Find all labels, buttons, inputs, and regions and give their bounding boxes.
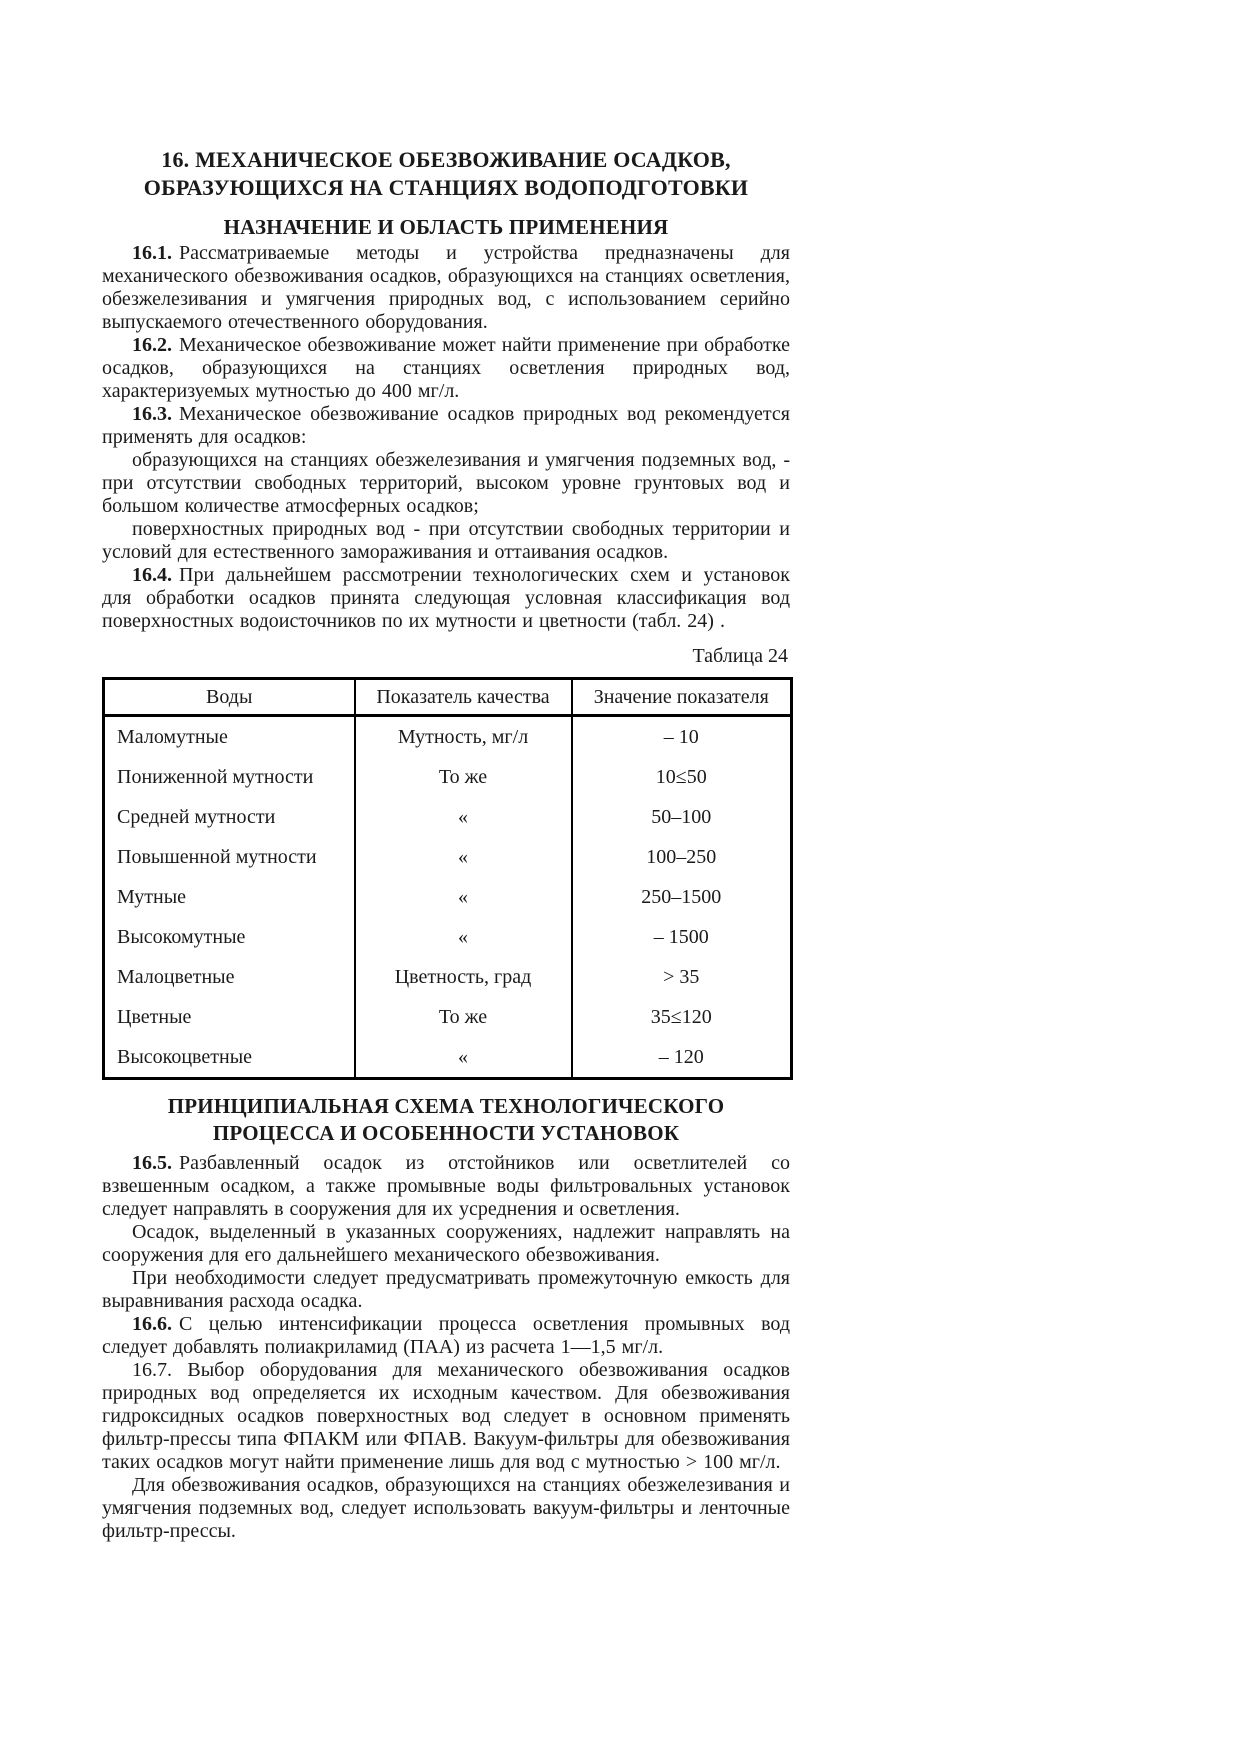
table-cell-value: – 1500 (572, 917, 792, 957)
table-row (104, 917, 792, 957)
paragraph-number: 16.5. (132, 1152, 172, 1174)
paragraph-intermediate-tank (102, 1267, 790, 1313)
table-cell-water: Малоцветные (117, 965, 235, 988)
paragraph-16-3 (102, 403, 790, 449)
paragraph-16-6 (102, 1313, 790, 1359)
paragraph-text: 16.7. Выбор оборудования для механического обезвоживания осадков природных вод определяется их исходным качеством. Для обезвоживания гидроксидных осадков поверхностных вод следует в основном применять фильтр-прессы типа ФПАКМ или ФПАВ. Вакуум-фильтры для обезвоживания таких осадков могут найти применение лишь для вод с мутностью > 100 мг/л. (102, 1359, 790, 1473)
text-column (102, 0, 790, 1543)
section-heading-purpose: НАЗНАЧЕНИЕ И ОБЛАСТЬ ПРИМЕНЕНИЯ (223, 215, 669, 239)
table-cell-water: Высокомутные (117, 925, 246, 948)
table-cell-value: 250–1500 (572, 877, 792, 917)
table-cell-water: Высокоцветные (117, 1045, 253, 1068)
table-cell-indicator: « (355, 797, 572, 837)
paragraph-number: 16.2. (132, 334, 172, 356)
table-cell-indicator: « (355, 837, 572, 877)
table-row (104, 716, 792, 758)
table-cell-water: Цветные (117, 1005, 192, 1028)
table-row (104, 877, 792, 917)
paragraph-text: Механическое обезвоживание может найти применение при обработке осадков, образующихся на станциях осветления природных вод, характеризуемых мутностью до 400 мг/л. (102, 334, 790, 402)
paragraph-sediment (102, 1221, 790, 1267)
page-title (102, 146, 790, 202)
table-row (104, 797, 792, 837)
paragraph-text: При необходимости следует предусматривать промежуточную емкость для выравнивания расхода осадка. (102, 1267, 790, 1312)
table-cell-value: – 120 (572, 1037, 792, 1079)
paragraph-16-1 (102, 242, 790, 334)
section-process-body (102, 1152, 790, 1543)
water-quality-table (102, 677, 793, 1080)
table-cell-value: 50–100 (572, 797, 792, 837)
paragraph-number: 16.4. (132, 564, 172, 586)
table-cell-value: 35≤120 (572, 997, 792, 1037)
paragraph-16-3-item-1 (102, 449, 790, 518)
table-cell-water: Пониженной мутности (117, 765, 314, 788)
table-row (104, 957, 792, 997)
table-cell-indicator: Мутность, мг/л (355, 716, 572, 758)
paragraph-text: Для обезвоживания осадков, образующихся на станциях обезжелезивания и умягчения подземных вод, следует использовать вакуум-фильтры и ленточные фильтр-прессы. (102, 1474, 790, 1542)
paragraph-number: 16.3. (132, 403, 172, 425)
table-cell-value: 100–250 (572, 837, 792, 877)
table-cell-water: Мутные (117, 885, 187, 908)
table-header-row (104, 679, 792, 716)
section-purpose-body (102, 242, 790, 633)
paragraph-16-5 (102, 1152, 790, 1221)
paragraph-text: Осадок, выделенный в указанных сооружениях, надлежит направлять на сооружения для его дальнейшего механического обезвоживания. (102, 1221, 790, 1266)
section-heading-process-line-2: ПРОЦЕССА И ОСОБЕННОСТИ УСТАНОВОК (212, 1121, 680, 1145)
table-cell-value: 10≤50 (572, 757, 792, 797)
paragraph-text: поверхностных природных вод - при отсутствии свободных территории и условий для естественного замораживания и оттаивания осадков. (102, 518, 790, 563)
paragraph-number: 16.1. (132, 242, 172, 264)
page-title-line-1: 16. МЕХАНИЧЕСКОЕ ОБЕЗВОЖИВАНИЕ ОСАДКОВ, (161, 147, 731, 172)
table-cell-indicator: « (355, 877, 572, 917)
paragraph-text: Рассматриваемые методы и устройства предназначены для механического обезвоживания осадков, образующихся на станциях осветления, обезжелезивания и умягчения природных вод, с использованием серийно выпускаемого отечественного оборудования. (102, 242, 790, 333)
table-cell-indicator: « (355, 917, 572, 957)
paragraph-text: Разбавленный осадок из отстойников или осветлителей со взвешенным осадком, а также промывные воды фильтровальных установок следует направлять в сооружения для их усреднения и осветления. (102, 1152, 790, 1220)
paragraph-16-3-item-2 (102, 518, 790, 564)
table-cell-indicator: То же (355, 757, 572, 797)
table-cell-value: – 10 (572, 716, 792, 758)
section-heading-process-line-1: ПРИНЦИПИАЛЬНАЯ СХЕМА ТЕХНОЛОГИЧЕСКОГО (167, 1094, 725, 1118)
paragraph-16-2 (102, 334, 790, 403)
table-cell-indicator: « (355, 1037, 572, 1079)
paragraph-number: 16.6. (132, 1313, 172, 1335)
paragraph-text: Механическое обезвоживание осадков природных вод рекомендуется применять для осадков: (102, 403, 790, 448)
table-cell-indicator: То же (355, 997, 572, 1037)
section-heading-process (102, 1093, 790, 1147)
table-row (104, 757, 792, 797)
paragraph-text: образующихся на станциях обезжелезивания и умягчения подземных вод, - при отсутствии свободных территорий, высоком уровне грунтовых вод и большом количестве атмосферных осадков; (102, 449, 790, 517)
table-header-indicator: Показатель качества (355, 679, 572, 716)
paragraph-16-7 (102, 1359, 790, 1474)
table-row (104, 1037, 792, 1079)
table-header-value: Значение показателя (572, 679, 792, 716)
table-header-water: Воды (104, 679, 355, 716)
table-row (104, 997, 792, 1037)
paragraph-vacuum-filters (102, 1474, 790, 1543)
table-cell-water: Повышенной мутности (117, 845, 317, 868)
paragraph-text: С целью интенсификации процесса осветления промывных вод следует добавлять полиакриламид (ПАА) из расчета 1—1,5 мг/л. (102, 1313, 790, 1358)
table-cell-water: Средней мутности (117, 805, 276, 828)
table-caption: Таблица 24 (692, 645, 788, 667)
table-cell-value: > 35 (572, 957, 792, 997)
paragraph-text: При дальнейшем рассмотрении технологических схем и установок для обработки осадков принята следующая условная классификация вод поверхностных водоисточников по их мутности и цветности (табл. 24) . (102, 564, 790, 632)
table-cell-indicator: Цветность, град (355, 957, 572, 997)
table-cell-water: Маломутные (117, 725, 228, 748)
table-row (104, 837, 792, 877)
paragraph-16-4 (102, 564, 790, 633)
page-title-line-2: ОБРАЗУЮЩИХСЯ НА СТАНЦИЯХ ВОДОПОДГОТОВКИ (143, 175, 749, 200)
